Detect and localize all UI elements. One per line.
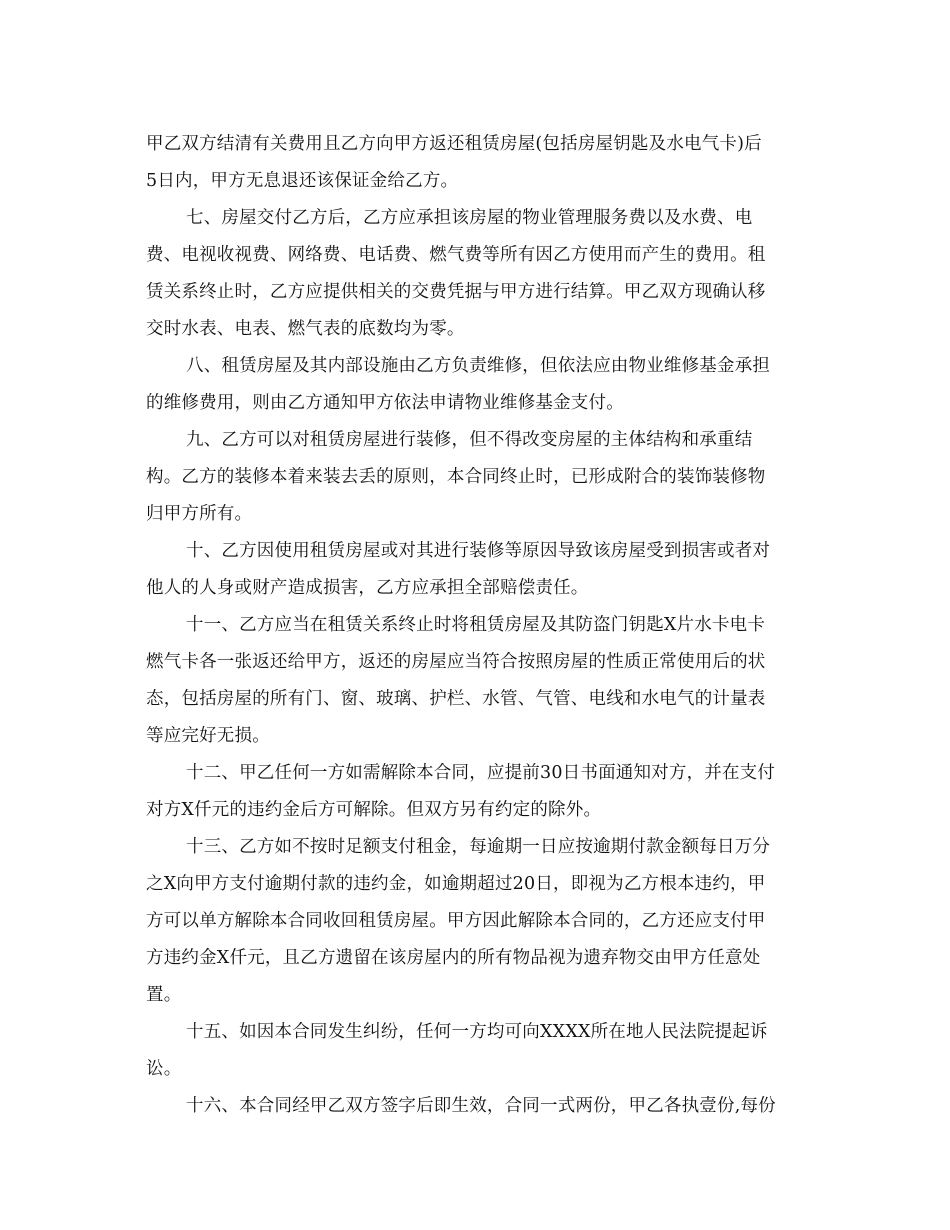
clause-13-line: 之X向甲方支付逾期付款的违约金，如逾期超过20日，即视为乙方根本违约，甲 xyxy=(146,874,766,894)
clause-9-line: 归甲方所有。 xyxy=(146,504,253,524)
clause-11-line: 等应完好无损。 xyxy=(146,726,270,746)
clause-13-line: 十三、乙方如不按时足额支付租金，每逾期一日应按逾期付款金额每日万分 xyxy=(186,837,771,857)
clause-7-line: 七、房屋交付乙方后，乙方应承担该房屋的物业管理服务费以及水费、电 xyxy=(186,208,753,228)
clause-9-line: 构。乙方的装修本着来装去丢的原则，本合同终止时，已形成附合的装饰装修物 xyxy=(146,467,766,487)
clause-7-line: 赁关系终止时，乙方应提供相关的交费凭据与甲方进行结算。甲乙双方现确认移 xyxy=(146,282,766,302)
clause-15-line: 十五、如因本合同发生纠纷，任何一方均可向XXXX所在地人民法院提起诉 xyxy=(186,1022,768,1042)
clause-13-line: 方可以单方解除本合同收回租赁房屋。甲方因此解除本合同的，乙方还应支付甲 xyxy=(146,911,766,931)
clause-13-line: 置。 xyxy=(146,985,182,1005)
clause-13-line: 方违约金X仟元，且乙方遗留在该房屋内的所有物品视为遗弃物交由甲方任意处 xyxy=(146,948,761,968)
clause-9-line: 九、乙方可以对租赁房屋进行装修，但不得改变房屋的主体结构和承重结 xyxy=(186,430,753,450)
paragraph-line: 甲乙双方结清有关费用且乙方向甲方返还租赁房屋(包括房屋钥匙及水电气卡)后 xyxy=(146,134,762,154)
clause-16-line: 十六、本合同经甲乙双方签字后即生效，合同一式两份，甲乙各执壹份,每份 xyxy=(186,1096,776,1116)
clause-8-line: 的维修费用，则由乙方通知甲方依法申请物业维修基金支付。 xyxy=(146,393,624,413)
clause-7-line: 费、电视收视费、网络费、电话费、燃气费等所有因乙方使用而产生的费用。租 xyxy=(146,245,766,265)
clause-15-line: 讼。 xyxy=(146,1059,182,1079)
clause-12-line: 十二、甲乙任何一方如需解除本合同，应提前30日书面通知对方，并在支付 xyxy=(186,763,776,783)
clause-11-line: 态，包括房屋的所有门、窗、玻璃、护栏、水管、气管、电线和水电气的计量表 xyxy=(146,689,766,709)
clause-12-line: 对方X仟元的违约金后方可解除。但双方另有约定的除外。 xyxy=(146,800,602,820)
clause-10-line: 十、乙方因使用租赁房屋或对其进行装修等原因导致该房屋受到损害或者对 xyxy=(186,541,771,561)
clause-11-line: 十一、乙方应当在租赁关系终止时将租赁房屋及其防盗门钥匙X片水卡电卡 xyxy=(186,615,766,635)
clause-11-line: 燃气卡各一张返还给甲方，返还的房屋应当符合按照房屋的性质正常使用后的状 xyxy=(146,652,766,672)
clause-7-line: 交时水表、电表、燃气表的底数均为零。 xyxy=(146,319,465,339)
clause-8-line: 八、租赁房屋及其内部设施由乙方负责维修，但依法应由物业维修基金承担 xyxy=(186,356,771,376)
clause-10-line: 他人的人身或财产造成损害，乙方应承担全部赔偿责任。 xyxy=(146,578,589,598)
paragraph-line: 5日内，甲方无息退还该保证金给乙方。 xyxy=(146,171,459,191)
